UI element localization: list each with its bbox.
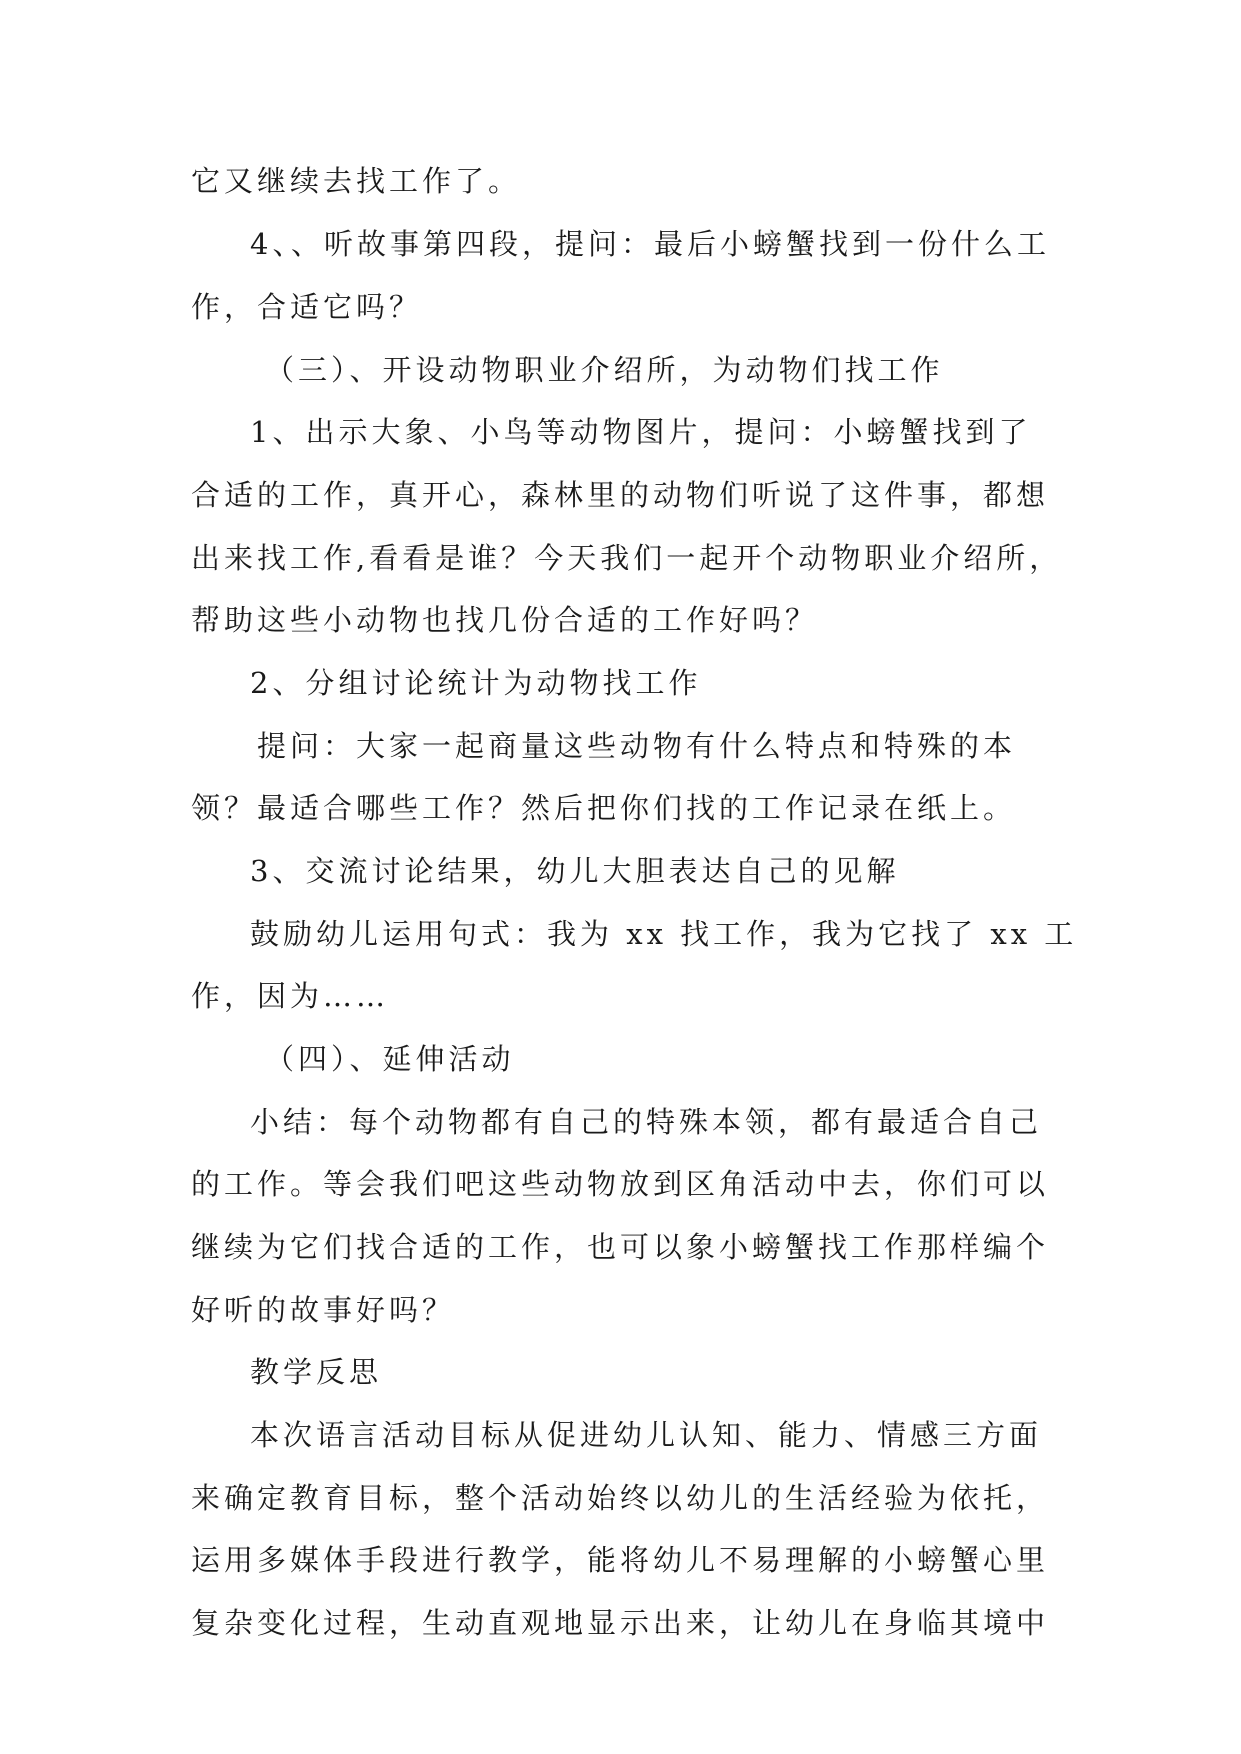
text-line: 提问：大家一起商量这些动物有什么特点和特殊的本 (257, 729, 1017, 763)
text-line: 合适的工作，真开心，森林里的动物们听说了这件事，都想 (191, 478, 1050, 512)
text-line: 领？最适合哪些工作？然后把你们找的工作记录在纸上。 (191, 791, 1017, 825)
section-heading: （三）、开设动物职业介绍所，为动物们找工作 (265, 353, 944, 387)
text-line: 好听的故事好吗？ (191, 1293, 456, 1327)
text-line: 作，合适它吗？ (191, 290, 423, 324)
text-line: 3、交流讨论结果，幼儿大胆表达自己的见解 (250, 854, 900, 888)
text-line: 鼓励幼儿运用句式：我为 xx 找工作，我为它找了 xx 工 (250, 917, 1078, 951)
text-line: 复杂变化过程，生动直观地显示出来，让幼儿在身临其境中 (191, 1606, 1050, 1640)
text-line: 继续为它们找合适的工作，也可以象小螃蟹找工作那样编个 (191, 1230, 1050, 1264)
text-line: 4、、听故事第四段，提问：最后小螃蟹找到一份什么工 (250, 227, 1050, 261)
text-line: 作，因为…… (191, 979, 390, 1013)
text-line: 帮助这些小动物也找几份合适的工作好吗？ (191, 603, 819, 637)
text-line: 2、分组讨论统计为动物找工作 (250, 666, 702, 700)
section-heading: 教学反思 (250, 1355, 383, 1389)
section-heading: （四）、延伸活动 (265, 1042, 515, 1076)
text-line: 来确定教育目标，整个活动始终以幼儿的生活经验为依托， (191, 1481, 1050, 1515)
text-line: 它又继续去找工作了。 (191, 164, 522, 198)
text-line: 出来找工作,看看是谁？今天我们一起开个动物职业介绍所， (191, 541, 1063, 575)
text-line: 的工作。等会我们吧这些动物放到区角活动中去，你们可以 (191, 1167, 1050, 1201)
text-line: 运用多媒体手段进行教学，能将幼儿不易理解的小螃蟹心里 (191, 1543, 1050, 1577)
text-line: 1、出示大象、小鸟等动物图片，提问：小螃蟹找到了 (250, 415, 1032, 449)
text-line: 本次语言活动目标从促进幼儿认知、能力、情感三方面 (250, 1418, 1043, 1452)
text-line: 小结：每个动物都有自己的特殊本领，都有最适合自己 (250, 1105, 1043, 1139)
